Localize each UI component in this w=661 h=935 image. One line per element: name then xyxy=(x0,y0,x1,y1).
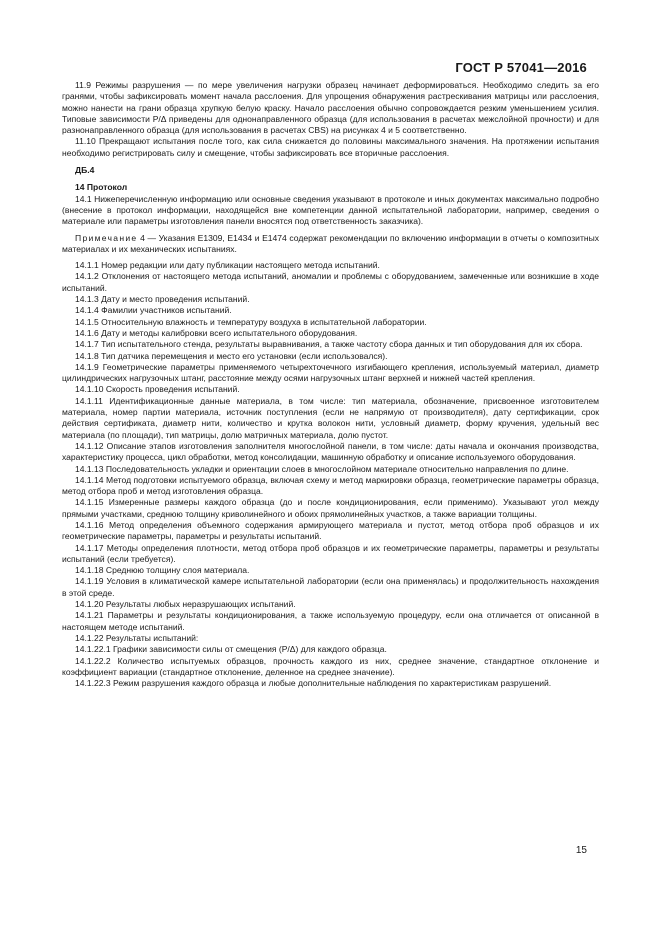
list-item: 14.1.22 Результаты испытаний: xyxy=(75,632,199,643)
list-item: 14.1.22.2 Количество испытуемых образцов, прочность каждого из них, среднее значение, стандартное отклонение и коэффициент вариации (стандартное отклонение, деленное на среднее значение). xyxy=(62,655,599,677)
document-body xyxy=(62,80,599,689)
note-text: 4 — Указания E1309, E1434 и E1474 содержат рекомендации по включению информации в отчеты о композитных материалах и их механических испытаниях. xyxy=(62,232,599,254)
note-label: Примечание xyxy=(75,232,138,243)
appendix-section-heading: ДБ.4 xyxy=(75,165,95,176)
clause-11-10: 11.10 Прекращают испытания после того, как сила снижается до половины максимального значения. На протяжении испытания необходимо регистрировать силу и смещение, чтобы зафиксировать все вторичные расслоения. xyxy=(62,136,599,158)
list-item: 14.1.6 Дату и методы калибровки всего испытательного оборудования. xyxy=(75,327,358,338)
list-item: 14.1.12 Описание этапов изготовления заполнителя многослойной панели, в том числе: даты начала и окончания производства, характеристику процесса, цикл обработки, метод консолидации, машинную обработку и описание используемого оборудования. xyxy=(62,440,599,463)
list-item: 14.1.22.3 Режим разрушения каждого образца и любые дополнительные наблюдения по характеристикам разрушений. xyxy=(75,678,552,689)
clause-11-9: 11.9 Режимы разрушения — по мере увеличения нагрузки образец начинает деформироваться. Необходимо следить за его гранями, чтобы зафиксировать момент начала расслоения. Для упрощения обнаружения растрескивания матрицы или расслоения, можно нанести на грани образца хрупкую белую краску. Начало расслоения обычно сопровождается резким уменьшением усилия. Типовые зависимости P/Δ приведены для однонаправленного образца (для использования в расчетах межслойной прочности) и для разнонаправленного образца (для использования в расчетах CBS) на рисунках 4 и 5 соответственно. xyxy=(62,80,599,136)
list-item: 14.1.17 Методы определения плотности, метод отбора проб образцов и их геометрические параметры, параметры и результаты испытаний (если требуется). xyxy=(62,542,599,564)
list-item: 14.1.7 Тип испытательного стенда, результаты выравнивания, а также частоту сбора данных и тип оборудования для их сбора. xyxy=(75,339,583,350)
list-item: 14.1.11 Идентификационные данные материала, в том числе: тип материала, обозначение, присвоенное изготовителем материала, номер партии материала, источник поступления (если не напрямую от производителя), дату сертификации, срок действия сертификата, диаметр нити, количество и крутка волокон нити, условный диаметр, форму кручения, удельный вес материала (по площади), тип матрицы, долю матричных материала, долю пустот. xyxy=(62,395,599,440)
list-item: 14.1.9 Геометрические параметры применяемого четырехточечного изгибающего крепления, используемый материал, диаметр цилиндрических нагрузочных штанг, расстояние между осями нагрузочных штанг верхней и нижней частей крепления. xyxy=(62,361,599,384)
list-item: 14.1.18 Среднюю толщину слоя материала. xyxy=(75,565,250,576)
list-item: 14.1.21 Параметры и результаты кондиционирования, а также используемую процедуру, если она отличается от описанной в настоящем методе испытаний. xyxy=(62,610,599,632)
list-item: 14.1.4 Фамилии участников испытаний. xyxy=(75,305,232,316)
list-item: 14.1.13 Последовательность укладки и ориентации слоев в многослойном материале относительно направления по длине. xyxy=(75,463,569,474)
page-number: 15 xyxy=(575,845,587,856)
list-item: 14.1.8 Тип датчика перемещения и место его установки (если использовался). xyxy=(75,350,388,361)
list-item: 14.1.3 Дату и место проведения испытаний. xyxy=(75,294,250,305)
list-item: 14.1.2 Отклонения от настоящего метода испытаний, аномалии и проблемы с оборудованием, замеченные или возникшие в ходе испытаний. xyxy=(62,271,599,293)
list-item: 14.1.1 Номер редакции или дату публикации настоящего метода испытаний. xyxy=(75,260,380,271)
list-item: 14.1.20 Результаты любых неразрушающих испытаний. xyxy=(75,599,296,610)
list-item: 14.1.16 Метод определения объемного содержания армирующего материала и пустот, метод отбора проб образцов и их геометрические параметры, параметры и результаты испытаний. xyxy=(62,519,599,542)
section-heading-protocol: 14 Протокол xyxy=(75,182,128,193)
list-item: 14.1.5 Относительную влажность и температуру воздуха в испытательной лаборатории. xyxy=(75,316,427,327)
list-item: 14.1.14 Метод подготовки испытуемого образца, включая схему и метод маркировки образца, геометрические параметры образца, метод отбора проб и метод изготовления образца. xyxy=(62,474,599,497)
note-paragraph xyxy=(62,233,599,256)
document-number-header: ГОСТ Р 57041—2016 xyxy=(455,60,587,75)
list-item: 14.1.10 Скорость проведения испытаний. xyxy=(75,384,240,395)
list-item: 14.1.19 Условия в климатической камере испытательной лаборатории (если она применялась) и продолжительность нахождения в этой среде. xyxy=(62,576,599,598)
list-item: 14.1.15 Измеренные размеры каждого образца (до и после кондиционирования, если применимо). Указывают угол между прямыми участками, среднюю толщину криволинейного и обоих прямолинейных участков, а также вариации толщины. xyxy=(62,497,599,519)
clause-14-1: 14.1 Нижеперечисленную информацию или основные сведения указывают в протоколе и иных документах максимально подробно (внесение в протокол информации, находящейся вне компетенции данной испытательной лаборатории, например, сведения о материале или параметры изготовления панели вносятся под ответственность заказчика). xyxy=(62,193,599,227)
list-item: 14.1.22.1 Графики зависимости силы от смещения (P/Δ) для каждого образца. xyxy=(75,644,387,655)
